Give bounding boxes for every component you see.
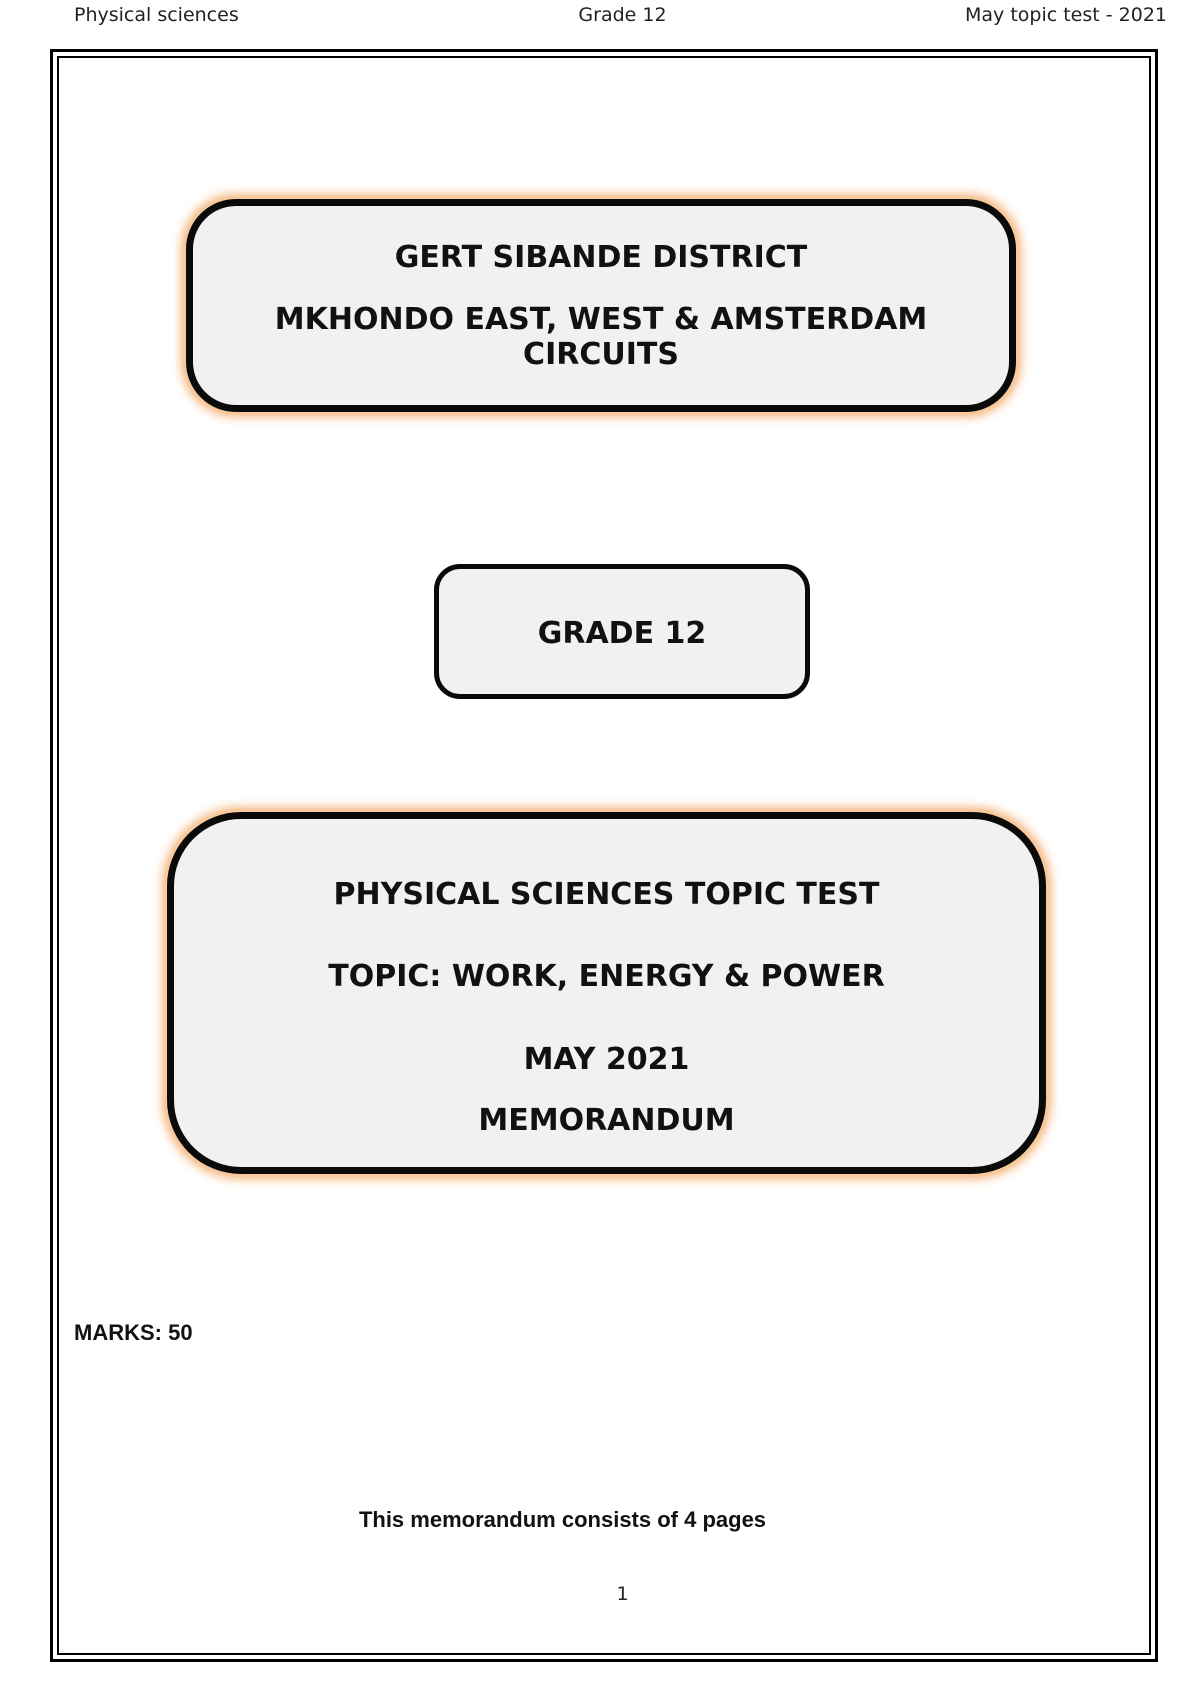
district-name: GERT SIBANDE DISTRICT [394,240,808,275]
grade-box [434,564,810,699]
grade-label: GRADE 12 [537,616,707,651]
header-subject: Physical sciences [74,4,239,26]
header-test-date: May topic test - 2021 [965,4,1167,26]
circuits-name: MKHONDO EAST, WEST & AMSTERDAM CIRCUITS [274,302,928,372]
test-title: PHYSICAL SCIENCES TOPIC TEST [333,877,880,912]
header-grade: Grade 12 [578,4,667,26]
district-box [186,199,1016,412]
test-topic: TOPIC: WORK, ENERGY & POWER [328,959,885,994]
pages-note: This memorandum consists of 4 pages [358,1507,767,1532]
memorandum-label: MEMORANDUM [478,1103,735,1138]
marks-label: MARKS: 50 [74,1320,193,1345]
subject-box [167,812,1046,1174]
page-number: 1 [616,1583,629,1605]
test-date: MAY 2021 [523,1042,690,1077]
